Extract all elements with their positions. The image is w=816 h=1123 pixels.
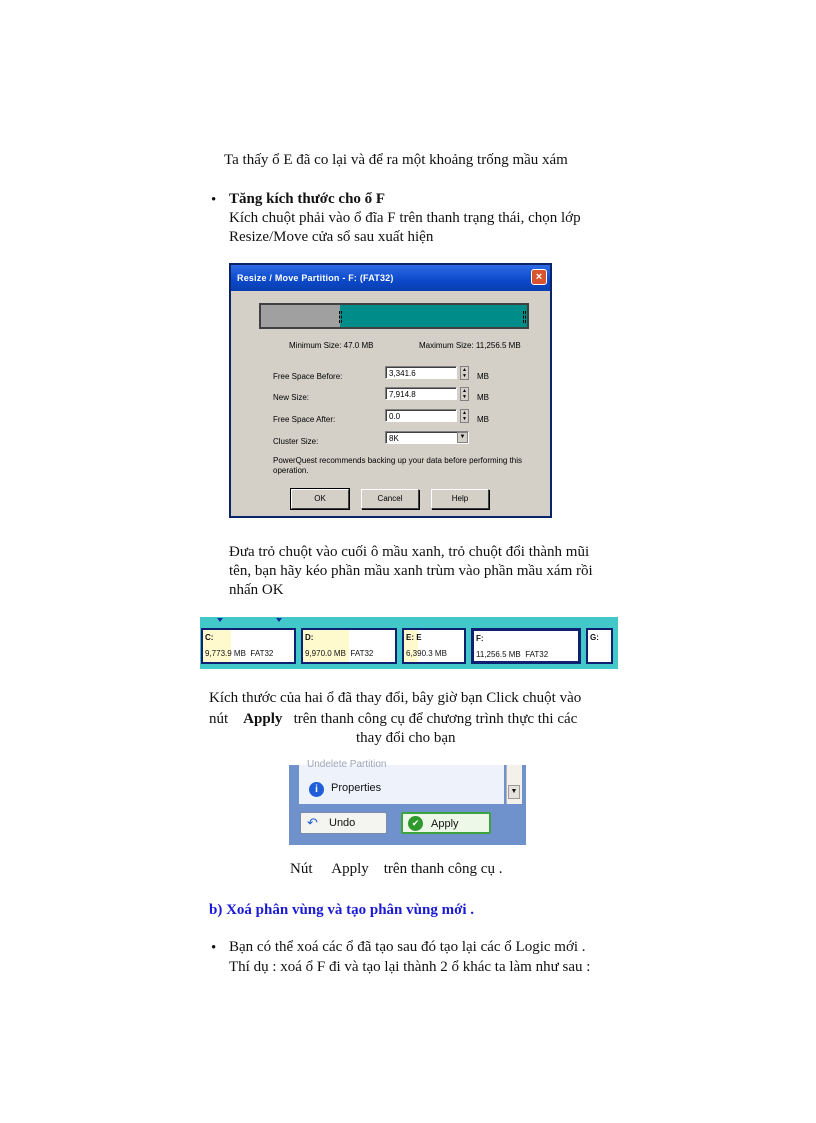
partition-fs: FAT32 [350,649,374,658]
spin-down-icon: ▼ [462,394,467,400]
backup-note-line1: PowerQuest recommends backing up your data before performing this [273,456,523,465]
marker-triangle-icon [217,618,223,622]
partition-size: 9,970.0 MB [305,649,346,658]
resize-handle-left[interactable] [339,311,342,323]
undo-button[interactable] [300,812,387,834]
free-after-input[interactable]: 0.0 [385,409,457,422]
delete-line1: Bạn có thể xoá các ổ đã tạo sau đó tạo lại các ổ Logic mới . [229,939,586,955]
task-panel [299,759,504,804]
free-after-label: Free Space After: [273,415,336,424]
para3-pre: nút [209,711,229,727]
partition-fs: FAT32 [525,650,549,659]
scrollbar[interactable] [506,765,522,804]
new-size-spinner[interactable] [460,387,469,401]
help-button[interactable]: Help [431,489,489,509]
new-size-unit: MB [477,393,489,402]
spin-up-icon: ▲ [462,410,467,416]
spin-down-icon: ▼ [462,416,467,422]
partition-size: 9,773.9 MB [205,649,246,658]
close-icon[interactable]: × [531,269,547,285]
toolbar-caption [290,859,502,879]
partition-label: D: [305,633,314,642]
heading-delete-partition: b) Xoá phân vùng và tạo phân vùng mới . [209,902,475,918]
spin-up-icon: ▲ [462,367,467,373]
partition-size: 6,390.3 MB [406,649,447,658]
free-before-label: Free Space Before: [273,372,343,381]
intro-line: Ta thấy ổ E đã co lại và để ra một khoảng trống mầu xám [224,152,568,168]
partition-fs: FAT32 [250,649,274,658]
partition-label: C: [205,633,214,642]
toolbar-snippet [289,759,526,845]
delete-line2: Thí dụ : xoá ổ F đi và tạo lại thành 2 ổ khác ta làm như sau : [229,959,591,975]
maximum-size: Maximum Size: 11,256.5 MB [419,341,521,350]
cluster-size-label: Cluster Size: [273,437,319,446]
free-before-input[interactable]: 3,341.6 [385,366,457,379]
bullet-f: • [211,192,217,208]
caption-b: Apply [331,861,369,877]
heading-increase-f: Tăng kích thước cho ổ F [229,191,386,207]
partition-f-selected[interactable] [471,628,581,664]
undo-label: Undo [329,817,356,829]
dialog-title: Resize / Move Partition - F: (FAT32) [231,265,550,291]
partition-info [476,650,548,659]
spin-up-icon: ▲ [462,388,467,394]
apply-button[interactable] [401,812,491,834]
chevron-down-icon[interactable]: ▼ [457,432,468,443]
marker-triangle-icon [276,618,282,622]
instruction-line-a: Kích chuột phải vào ổ đĩa F trên thanh trạng thái, chọn lớp [229,210,581,226]
check-icon: ✔ [408,816,423,831]
ok-button[interactable]: OK [291,489,349,509]
partition-d[interactable] [301,628,397,664]
spin-down-icon: ▼ [462,373,467,379]
caption-a: Nút [290,861,313,877]
resize-handle-right[interactable] [523,311,526,323]
cancel-button[interactable]: Cancel [361,489,419,509]
bullet-delete: • [211,940,217,956]
free-after-unit: MB [477,415,489,424]
para3-apply-bold: Apply [243,711,283,727]
partition-map [200,617,618,669]
para3-line2 [209,709,577,729]
menu-item-properties[interactable]: Properties [331,782,382,794]
partition-info [205,649,273,658]
apply-label: Apply [431,818,459,830]
backup-note-line2: operation. [273,466,309,475]
undo-icon: ↶ [307,815,318,830]
info-icon: i [309,782,324,797]
para3-line1: Kích thước của hai ổ đã thay đổi, bây giờ bạn Click chuột vào [209,690,582,706]
new-size-label: New Size: [273,393,310,402]
para3-line3: thay đổi cho bạn [356,730,456,746]
partition-c[interactable] [201,628,296,664]
scroll-down-icon[interactable]: ▼ [508,785,520,799]
partition-bar [259,303,529,329]
new-size-input[interactable]: 7,914.8 [385,387,457,400]
partition-label: F: [476,634,484,643]
caption-c: trên thanh công cụ . [383,861,503,877]
para2-line3: nhấn OK [229,582,284,598]
free-space-before-region [261,305,340,327]
free-before-spinner[interactable] [460,366,469,380]
resize-move-dialog [229,263,552,518]
partition-label: E: E [406,633,422,642]
partition-g[interactable] [586,628,613,664]
minimum-size: Minimum Size: 47.0 MB [289,341,374,350]
partition-region[interactable] [340,305,527,327]
instruction-line-b: Resize/Move cửa sổ sau xuất hiện [229,229,434,245]
para3-post: trên thanh công cụ để chương trình thực thi các [293,711,578,727]
partition-info [305,649,373,658]
menu-item-undelete[interactable]: Undelete Partition [307,759,387,770]
para2-line1: Đưa trỏ chuột vào cuối ô mầu xanh, trỏ chuột đổi thành mũi [229,544,590,560]
cluster-size-select[interactable]: 8K [385,431,469,444]
partition-label: G: [590,633,599,642]
partition-e[interactable] [402,628,466,664]
partition-size: 11,256.5 MB [476,650,521,659]
para2-line2: tên, bạn hãy kéo phần mầu xanh trùm vào phần mầu xám rồi [229,563,593,579]
partition-info [406,649,447,658]
free-before-unit: MB [477,372,489,381]
free-after-spinner[interactable] [460,409,469,423]
